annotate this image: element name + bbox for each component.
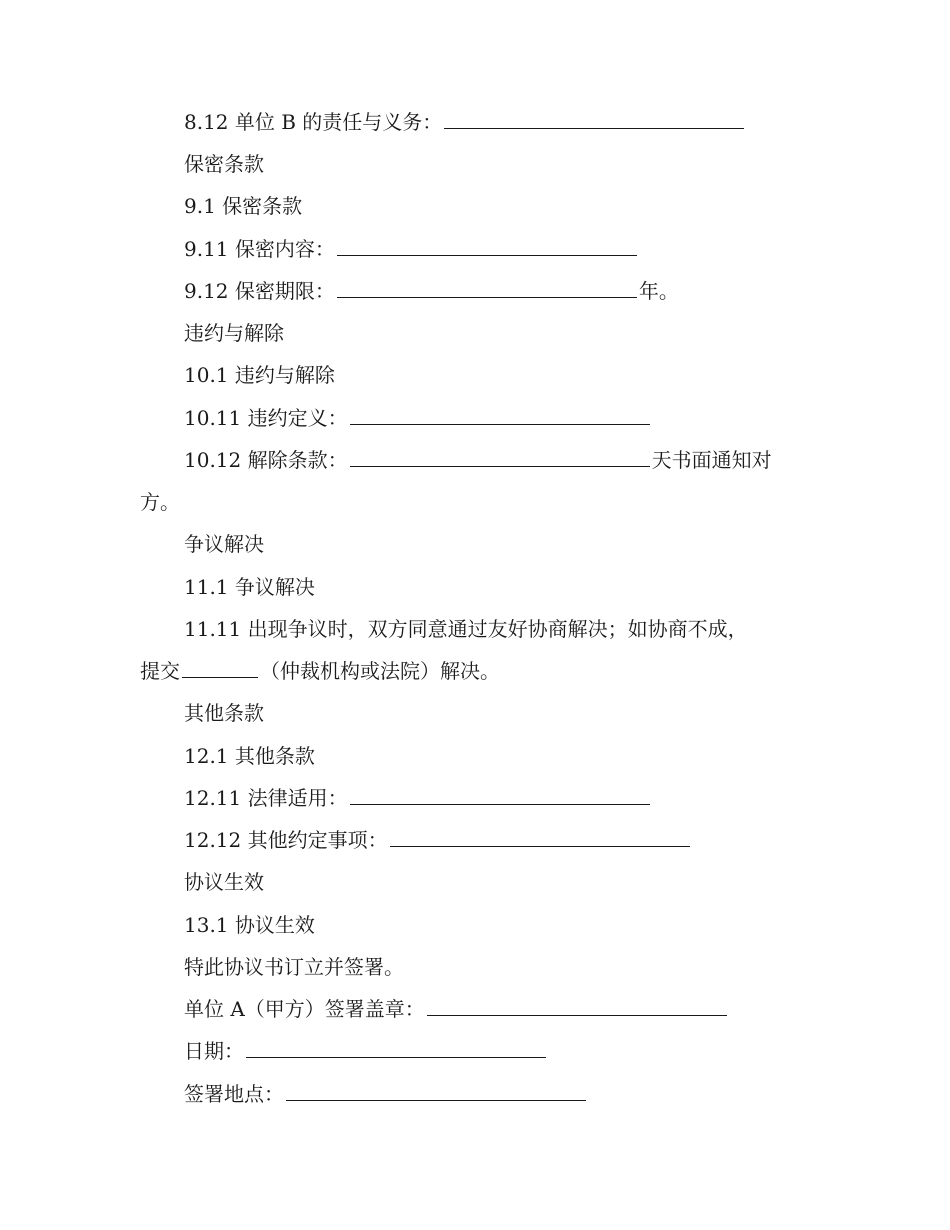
clause-11-1 — [140, 566, 864, 608]
section-heading-dispute — [140, 523, 864, 565]
fill-blank-confidential-content[interactable] — [337, 241, 637, 256]
clause-11-11-continuation — [140, 650, 820, 692]
clause-10-11-label: 10.11 违约定义： — [184, 406, 348, 430]
fill-blank-arbitration-body[interactable] — [182, 663, 258, 678]
section-heading-text: 保密条款 — [184, 152, 264, 176]
clause-12-12 — [140, 819, 864, 861]
fill-blank-party-a-seal[interactable] — [427, 1001, 727, 1016]
section-heading-text: 违约与解除 — [184, 321, 284, 345]
section-heading-effect — [140, 861, 864, 903]
section-heading-text: 协议生效 — [184, 870, 264, 894]
signing-place-label: 签署地点： — [184, 1082, 284, 1106]
continuation-suffix: （仲裁机构或法院）解决。 — [260, 659, 500, 683]
section-heading-text: 争议解决 — [184, 532, 264, 556]
fill-blank-place[interactable] — [286, 1086, 586, 1101]
clause-11-11-text: 11.11 出现争议时，双方同意通过友好协商解决；如协商不成， — [184, 617, 748, 641]
clause-13-1 — [140, 904, 864, 946]
party-a-signature — [140, 988, 864, 1030]
clause-8-12 — [140, 101, 864, 143]
clause-12-11-label: 12.11 法律适用： — [184, 786, 348, 810]
clause-9-12-label: 9.12 保密期限： — [184, 279, 335, 303]
clause-9-1-text: 9.1 保密条款 — [184, 194, 303, 218]
section-heading-confidentiality — [140, 143, 864, 185]
clause-12-1 — [140, 735, 864, 777]
clause-9-1 — [140, 185, 864, 227]
clause-9-12 — [140, 270, 864, 312]
signing-date-label: 日期： — [184, 1039, 244, 1063]
clause-11-1-text: 11.1 争议解决 — [184, 575, 315, 599]
fill-blank-breach-definition[interactable] — [350, 410, 650, 425]
signing-date — [140, 1030, 864, 1072]
clause-10-1 — [140, 354, 864, 396]
fill-blank-responsibility[interactable] — [444, 114, 744, 129]
clause-12-1-text: 12.1 其他条款 — [184, 744, 315, 768]
fill-blank-governing-law[interactable] — [350, 790, 650, 805]
signing-statement-text: 特此协议书订立并签署。 — [184, 955, 404, 979]
clause-9-11-label: 9.11 保密内容： — [184, 237, 335, 261]
clause-13-1-text: 13.1 协议生效 — [184, 913, 315, 937]
clause-9-11 — [140, 228, 864, 270]
signing-statement — [140, 946, 864, 988]
section-heading-breach — [140, 312, 864, 354]
clause-10-12 — [140, 439, 864, 481]
section-heading-text: 其他条款 — [184, 701, 264, 725]
clause-12-12-label: 12.12 其他约定事项： — [184, 828, 388, 852]
fill-blank-termination-days[interactable] — [350, 452, 650, 467]
fill-blank-confidential-term[interactable] — [337, 283, 637, 298]
clause-10-1-text: 10.1 违约与解除 — [184, 363, 335, 387]
fill-blank-date[interactable] — [246, 1043, 546, 1058]
fill-blank-other-terms[interactable] — [390, 832, 690, 847]
clause-8-12-label: 8.12 单位 B 的责任与义务： — [184, 110, 443, 134]
continuation-text: 方。 — [140, 490, 180, 514]
clause-12-11 — [140, 777, 864, 819]
clause-10-12-suffix: 天书面通知对 — [651, 448, 772, 472]
section-heading-other — [140, 692, 864, 734]
clause-9-12-suffix: 年。 — [638, 279, 679, 303]
clause-10-12-continuation — [140, 481, 820, 523]
clause-10-11 — [140, 397, 864, 439]
clause-11-11 — [140, 608, 864, 650]
party-a-signature-label: 单位 A（甲方）签署盖章： — [184, 997, 425, 1021]
clause-10-12-label: 10.12 解除条款： — [184, 448, 348, 472]
continuation-prefix: 提交 — [140, 659, 180, 683]
signing-place — [140, 1073, 864, 1115]
